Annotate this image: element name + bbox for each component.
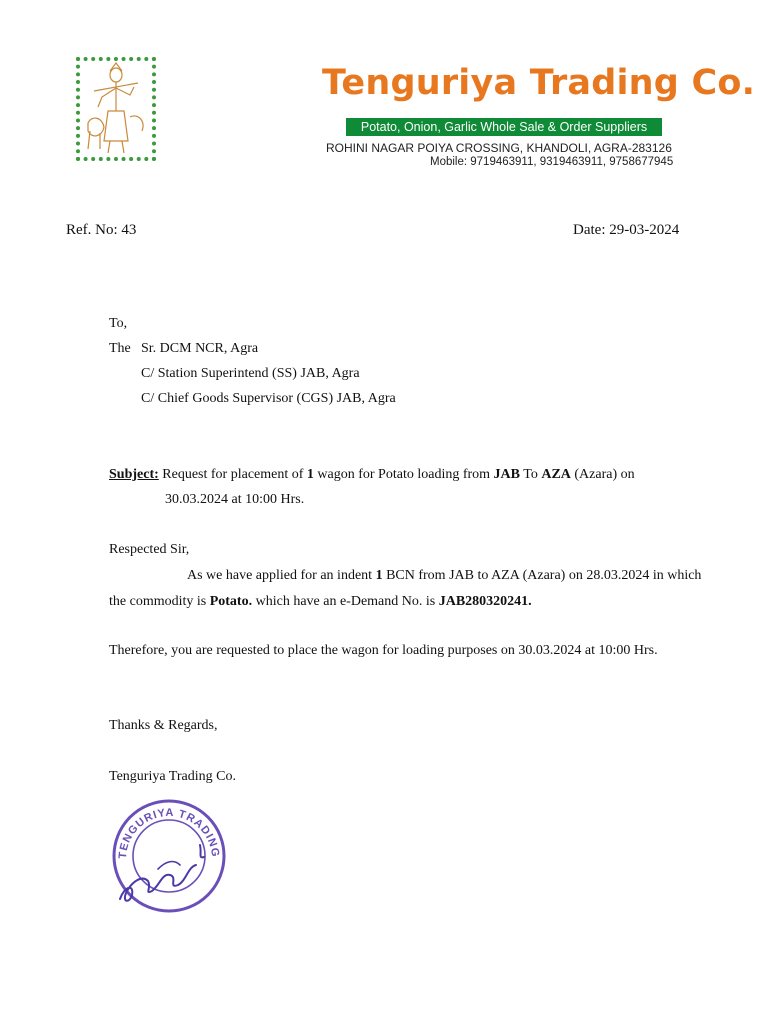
- para2: Therefore, you are requested to place the wagon for loading purposes on 30.03.2024 at 10:00 Hrs.: [109, 643, 658, 658]
- stamp-text: TENGURIYA TRADING: [116, 806, 222, 860]
- para1-line2: [109, 594, 532, 610]
- subject-qty: 1: [306, 467, 314, 482]
- para1-text-b: BCN from JAB to AZA (Azara) on 28.03.2024 in which: [382, 568, 702, 583]
- company-address: ROHINI NAGAR POIYA CROSSING, KHANDOLI, AGRA-283126: [326, 141, 672, 155]
- subject-text-3: To: [520, 467, 542, 482]
- company-mobile: Mobile: 9719463911, 9319463911, 9758677945: [430, 156, 674, 168]
- para1-qty: 1: [375, 568, 383, 583]
- recipient-line-2: C/ Station Superintend (SS) JAB, Agra: [141, 366, 360, 381]
- closing: Thanks & Regards,: [109, 718, 218, 733]
- the-label: The: [109, 341, 131, 356]
- letter-date: Date: 29-03-2024: [573, 222, 680, 238]
- subject-line-2: 30.03.2024 at 10:00 Hrs.: [165, 492, 305, 507]
- subject-from: JAB: [493, 467, 520, 482]
- e-demand-number: JAB280320241.: [438, 594, 532, 609]
- para1-line1: [187, 568, 701, 584]
- stamp-seal-icon: [108, 795, 230, 917]
- company-name: Tenguriya Trading Co.: [322, 63, 756, 103]
- salutation: Respected Sir,: [109, 542, 190, 557]
- company-logo: [76, 57, 156, 161]
- company-stamp: [108, 795, 230, 917]
- subject-text-1: Request for placement of: [158, 467, 307, 482]
- krishna-logo-icon: [80, 61, 152, 157]
- subject-to: AZA: [541, 467, 571, 482]
- subject-text-2: wagon for Potato loading from: [313, 467, 494, 482]
- recipient-line-1: Sr. DCM NCR, Agra: [141, 341, 259, 356]
- para1-text-a: As we have applied for an indent: [187, 568, 376, 583]
- subject-label: Subject:: [109, 467, 159, 482]
- recipient-line-3: C/ Chief Goods Supervisor (CGS) JAB, Agra: [141, 391, 396, 406]
- subject-text-4: (Azara) on: [570, 467, 635, 482]
- subject-line: [109, 467, 635, 483]
- para1-text-d: which have an e-Demand No. is: [252, 594, 439, 609]
- signatory-name: Tenguriya Trading Co.: [109, 769, 236, 784]
- reference-number: Ref. No: 43: [66, 222, 137, 238]
- para1-text-c: the commodity is: [109, 594, 210, 609]
- commodity: Potato.: [209, 594, 253, 609]
- company-tagline: Potato, Onion, Garlic Whole Sale & Order Suppliers: [346, 118, 662, 136]
- to-label: To,: [109, 316, 128, 331]
